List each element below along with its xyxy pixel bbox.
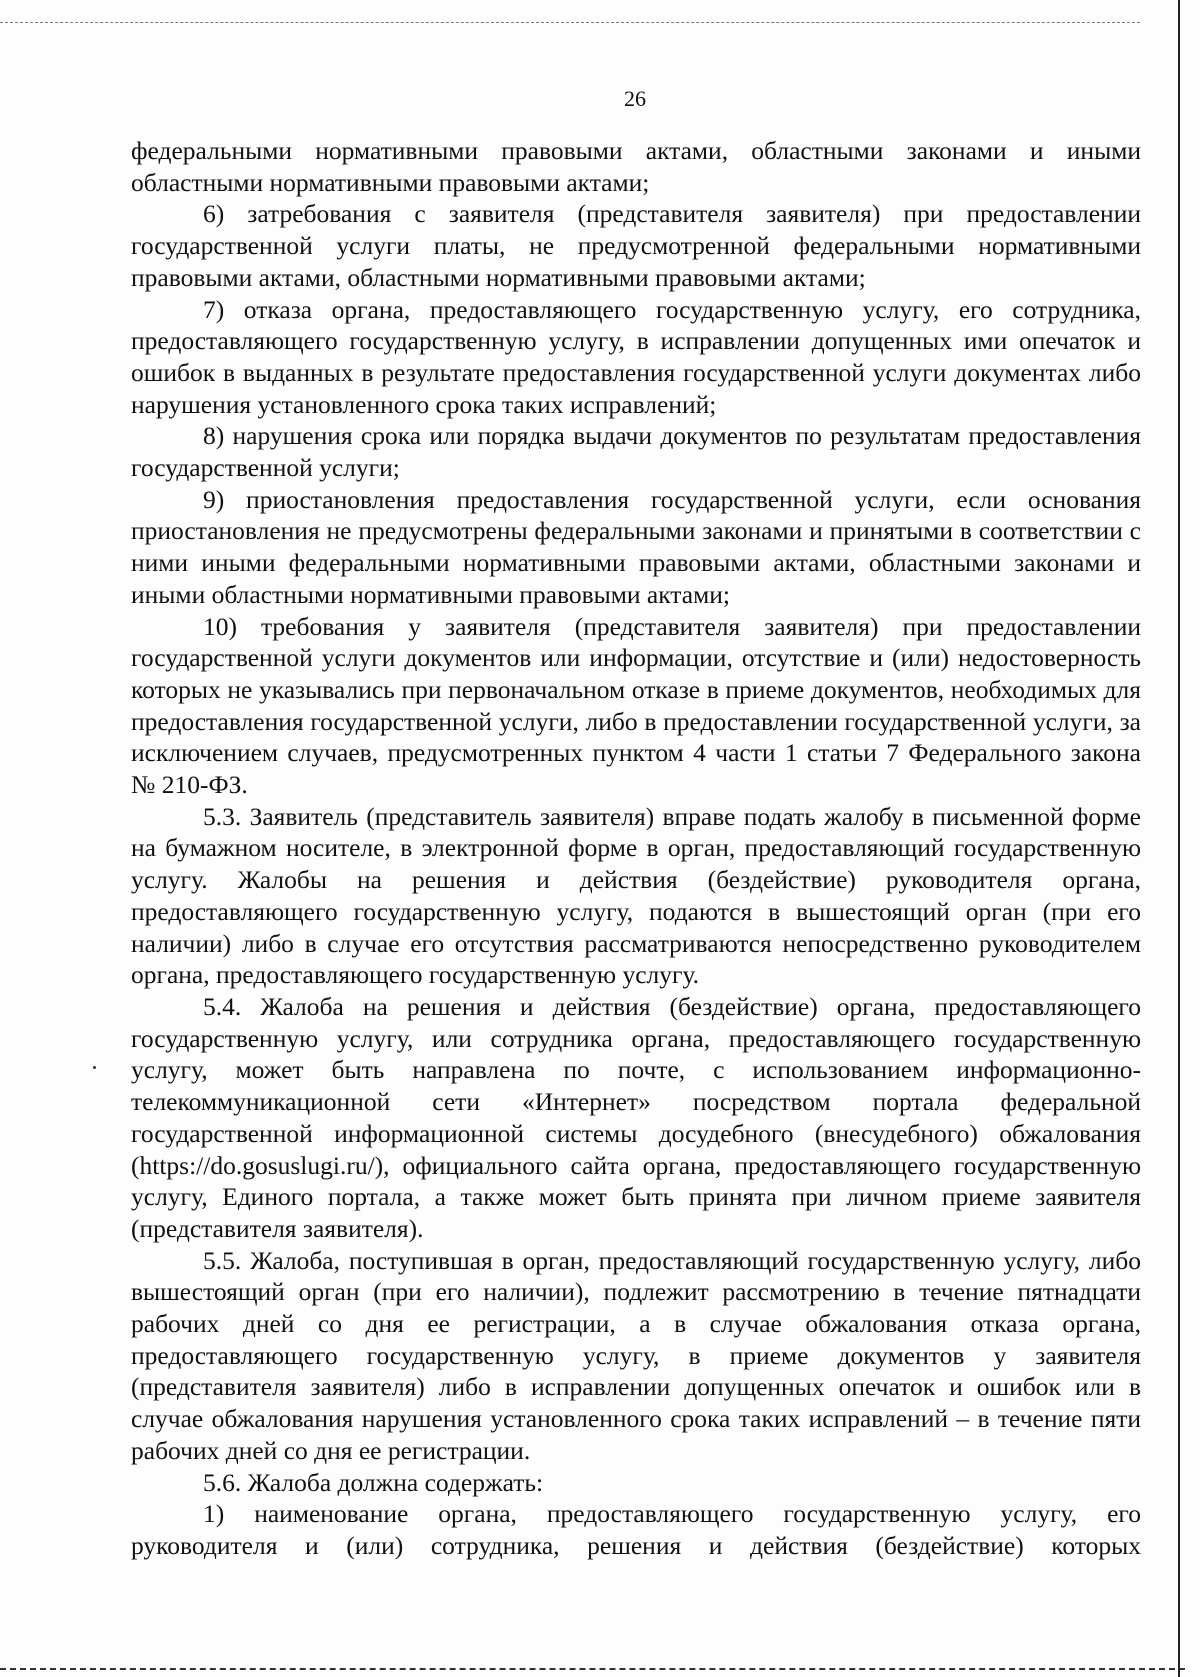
scan-speck [93, 1066, 96, 1069]
document-body [131, 135, 1141, 1562]
list-item-8: 8) нарушения срока или порядка выдачи документов по результатам предоставления государственной услуги; [131, 421, 1141, 483]
list-item-6: 6) затребования с заявителя (представителя заявителя) при предоставлении государственной услуги платы, не предусмотренной федеральными нормативными правовыми актами, областными нормативными правовыми актами; [131, 199, 1141, 292]
scan-edge-top [0, 22, 1140, 23]
scan-edge-right [1178, 0, 1180, 1677]
list-item-10: 10) требования у заявителя (представителя заявителя) при предоставлении государственной услуги документов или информации, отсутствие и (или) недостоверность которых не указывались при первоначальном отказе в приеме документов, необходимых для предоставления государственной услуги, либо в предоставлении государственной услуги, за исключением случаев, предусмотренных пунктом 4 части 1 статьи 7 Федерального закона № 210-ФЗ. [131, 611, 1141, 800]
section-5-6: 5.6. Жалоба должна содержать: [203, 1467, 544, 1497]
scan-edge-bottom [0, 1668, 1185, 1670]
section-5-6-item-1: 1) наименование органа, предоставляющего государственную услугу, его руководителя и (или) сотрудника, решения и действия (бездействие) которых [131, 1499, 1141, 1560]
paragraph-continuation: федеральными нормативными правовыми актами, областными законами и иными областными нормативными правовыми актами; [131, 136, 1141, 197]
section-5-4: 5.4. Жалоба на решения и действия (бездействие) органа, предоставляющего государственную услугу, или сотрудника органа, предоставляющего государственную услугу, может быть направлена по почте, с использованием информационно-телекоммуникационной сети «Интернет» посредством портала федеральной государственной информационной системы досудебного (внесудебного) обжалования (https://do.gosuslugi.ru/), официального сайта органа, предоставляющего государственную услугу, Единого портала, а также может быть принята при личном приеме заявителя (представителя заявителя). [131, 991, 1141, 1243]
list-item-7: 7) отказа органа, предоставляющего государственную услугу, его сотрудника, предоставляющего государственную услугу, в исправлении допущенных ими опечаток и ошибок в выданных в результате предоставления государственной услуги документах либо нарушения установленного срока таких исправлений; [131, 294, 1141, 419]
list-item-9: 9) приостановления предоставления государственной услуги, если основания приостановления не предусмотрены федеральными законами и принятыми в соответствии с ними иными федеральными нормативными правовыми актами, областными законами и иными областными нормативными правовыми актами; [131, 484, 1141, 609]
section-5-3: 5.3. Заявитель (представитель заявителя) вправе подать жалобу в письменной форме на бумажном носителе, в электронной форме в орган, предоставляющий государственную услугу. Жалобы на решения и действия (бездействие) руководителя органа, предоставляющего государственную услугу, подаются в вышестоящий орган (при его наличии) либо в случае его отсутствия рассматриваются непосредственно руководителем органа, предоставляющего государственную услугу. [131, 801, 1141, 990]
section-5-5: 5.5. Жалоба, поступившая в орган, предоставляющий государственную услугу, либо вышестоящий орган (при его наличии), подлежит рассмотрению в течение пятнадцати рабочих дней со дня ее регистрации, а в случае обжалования отказа органа, предоставляющего государственную услугу, в приеме документов у заявителя (представителя заявителя) либо в исправлении допущенных опечаток и ошибок или в случае обжалования нарушения установленного срока таких исправлений – в течение пяти рабочих дней со дня ее регистрации. [131, 1245, 1141, 1465]
page-number: 26 [624, 86, 646, 111]
